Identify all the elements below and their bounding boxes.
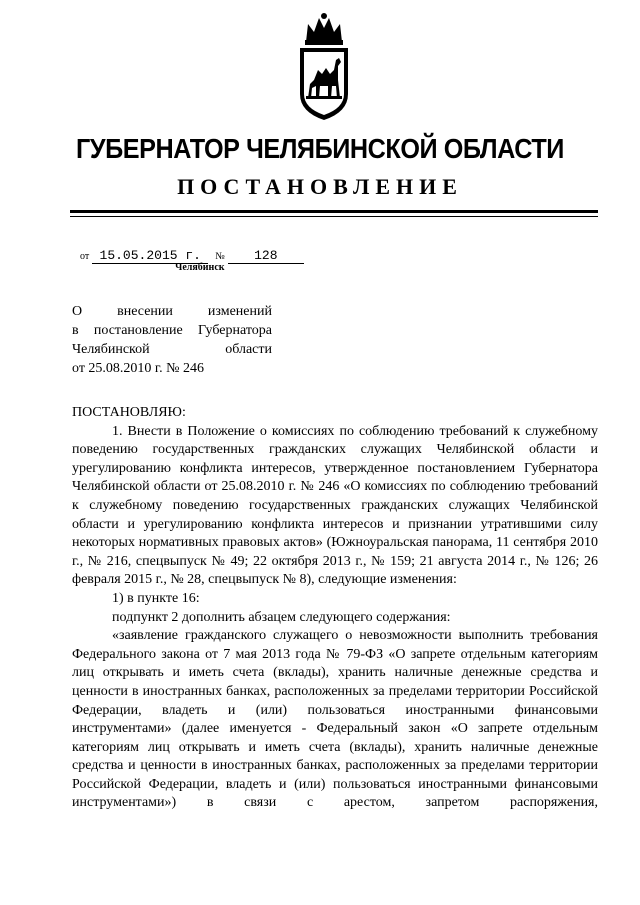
- number-label: №: [215, 251, 225, 262]
- paragraph: 1) в пункте 16:: [112, 590, 200, 606]
- subject-line: Челябинской области: [72, 342, 272, 357]
- decree-number: 128: [228, 249, 304, 264]
- subject-line: от 25.08.2010 г. № 246: [72, 361, 204, 376]
- paragraph: 1. Внести в Положение о комиссиях по соблюдению требований к служебному поведению государственных гражданских служащих Челябинской области и урегулированию конфликта интересов, утвержденное постановлением Губернатора Челябинской области от 25.08.2010 г. № 246 «О комиссиях по соблюдению требований к служебному поведению государственных гражданских служащих Челябинской области и урегулированию конфликта интересов и признании утратившими силу некоторых нормативных правовых актов» (Южноуральская панорама, 11 сентября 2010 г., № 216, спецвыпуск № 49; 22 октября 2013 г., № 159; 21 августа 2014 г., № 126; 26 февраля 2015 г., № 28, спецвыпуск № 8), следующие изменения:: [72, 423, 598, 588]
- city-name: Челябинск: [175, 262, 225, 273]
- paragraph: подпункт 2 дополнить абзацем следующего содержания:: [112, 609, 451, 625]
- decree-body: [72, 404, 598, 813]
- decree-subject: [72, 302, 272, 378]
- decree-date: 15.05.2015 г.: [92, 249, 208, 264]
- governor-title: ГУБЕРНАТОР ЧЕЛЯБИНСКОЙ ОБЛАСТИ: [76, 133, 564, 164]
- paragraph: «заявление гражданского служащего о невозможности выполнить требования Федерального закона от 7 мая 2013 года № 79-ФЗ «О запрете отдельным категориям лиц открывать и иметь счета (вклады), хранить наличные денежные средства и ценности в иностранных банках, расположенных за пределами территории Российской Федерации, владеть и (или) пользоваться иностранными финансовыми инструментами» (далее именуется - Федеральный закон «О запрете отдельным категориям лиц открывать и иметь счета (вклады), хранить наличные денежные средства и ценности в иностранных банках, расположенных за пределами территории Российской Федерации, владеть и (или) пользоваться иностранными финансовыми инструментами») в связи с арестом, запретом распоряжения,: [72, 628, 598, 811]
- document-type: ПОСТАНОВЛЕНИЕ: [177, 174, 463, 199]
- date-label: от: [80, 251, 90, 262]
- subject-line: О внесении изменений: [72, 304, 272, 319]
- decree-keyword: ПОСТАНОВЛЯЮ:: [72, 405, 186, 420]
- header-divider-thin: [70, 216, 598, 217]
- header-divider-thick: [70, 210, 598, 213]
- coat-of-arms-icon: [292, 12, 356, 122]
- subject-line: в постановление Губернатора: [72, 323, 272, 338]
